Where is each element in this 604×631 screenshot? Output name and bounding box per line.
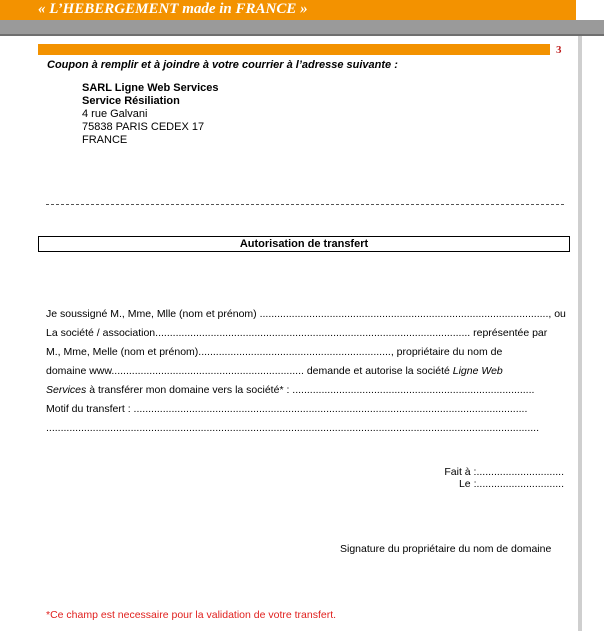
address-city: 75838 PARIS CEDEX 17: [82, 121, 205, 133]
required-field-note: *Ce champ est necessaire pour la validation de votre transfert.: [46, 609, 337, 621]
form-line-domain-text: domaine www.................................................................. demande et autorise la société: [46, 365, 450, 377]
form-line-transfer: [46, 381, 566, 400]
place-date-block: [436, 466, 564, 490]
page-number: 3: [556, 44, 562, 56]
date-field: Le :..............................: [458, 478, 564, 490]
mailing-address: [82, 82, 219, 147]
form-line-domain: [46, 362, 566, 381]
form-line-transfer-company: Services: [46, 384, 87, 396]
form-line-name: Je soussigné M., Mme, Mlle (nom et prénom) ..................................................................................................., ou: [46, 308, 566, 320]
address-country: FRANCE: [82, 134, 128, 146]
page-edge: [578, 36, 582, 631]
address-department: Service Résiliation: [82, 95, 180, 107]
header-banner: [0, 0, 576, 20]
cut-line: [46, 204, 564, 205]
header-separator-shadow: [0, 34, 604, 36]
form-title: Autorisation de transfert: [38, 236, 570, 252]
form-body: [46, 305, 566, 438]
form-line-transfer-text: à transférer mon domaine vers la société* : ...................................................................................: [89, 384, 535, 396]
coupon-instruction: Coupon à remplir et à joindre à votre courrier à l’adresse suivante :: [47, 59, 398, 71]
fait-a-field: Fait à :..............................: [444, 466, 564, 478]
banner-title: « L’HEBERGEMENT made in FRANCE »: [38, 1, 308, 17]
form-line-reason-continued: .........................................................................................................................................................................: [46, 422, 540, 434]
form-line-company: La société / association............................................................................................................ représentée par: [46, 327, 548, 339]
form-line-representative: M., Mme, Melle (nom et prénom).................................................................., propriétaire du nom de: [46, 346, 503, 358]
section-bar: [38, 44, 550, 55]
address-street: 4 rue Galvani: [82, 108, 148, 120]
address-company: SARL Ligne Web Services: [82, 82, 219, 94]
form-line-domain-company: Ligne Web: [452, 365, 503, 377]
form-line-reason: Motif du transfert : .......................................................................................................................................: [46, 403, 528, 415]
signature-label: Signature du propriétaire du nom de domaine: [340, 543, 552, 555]
